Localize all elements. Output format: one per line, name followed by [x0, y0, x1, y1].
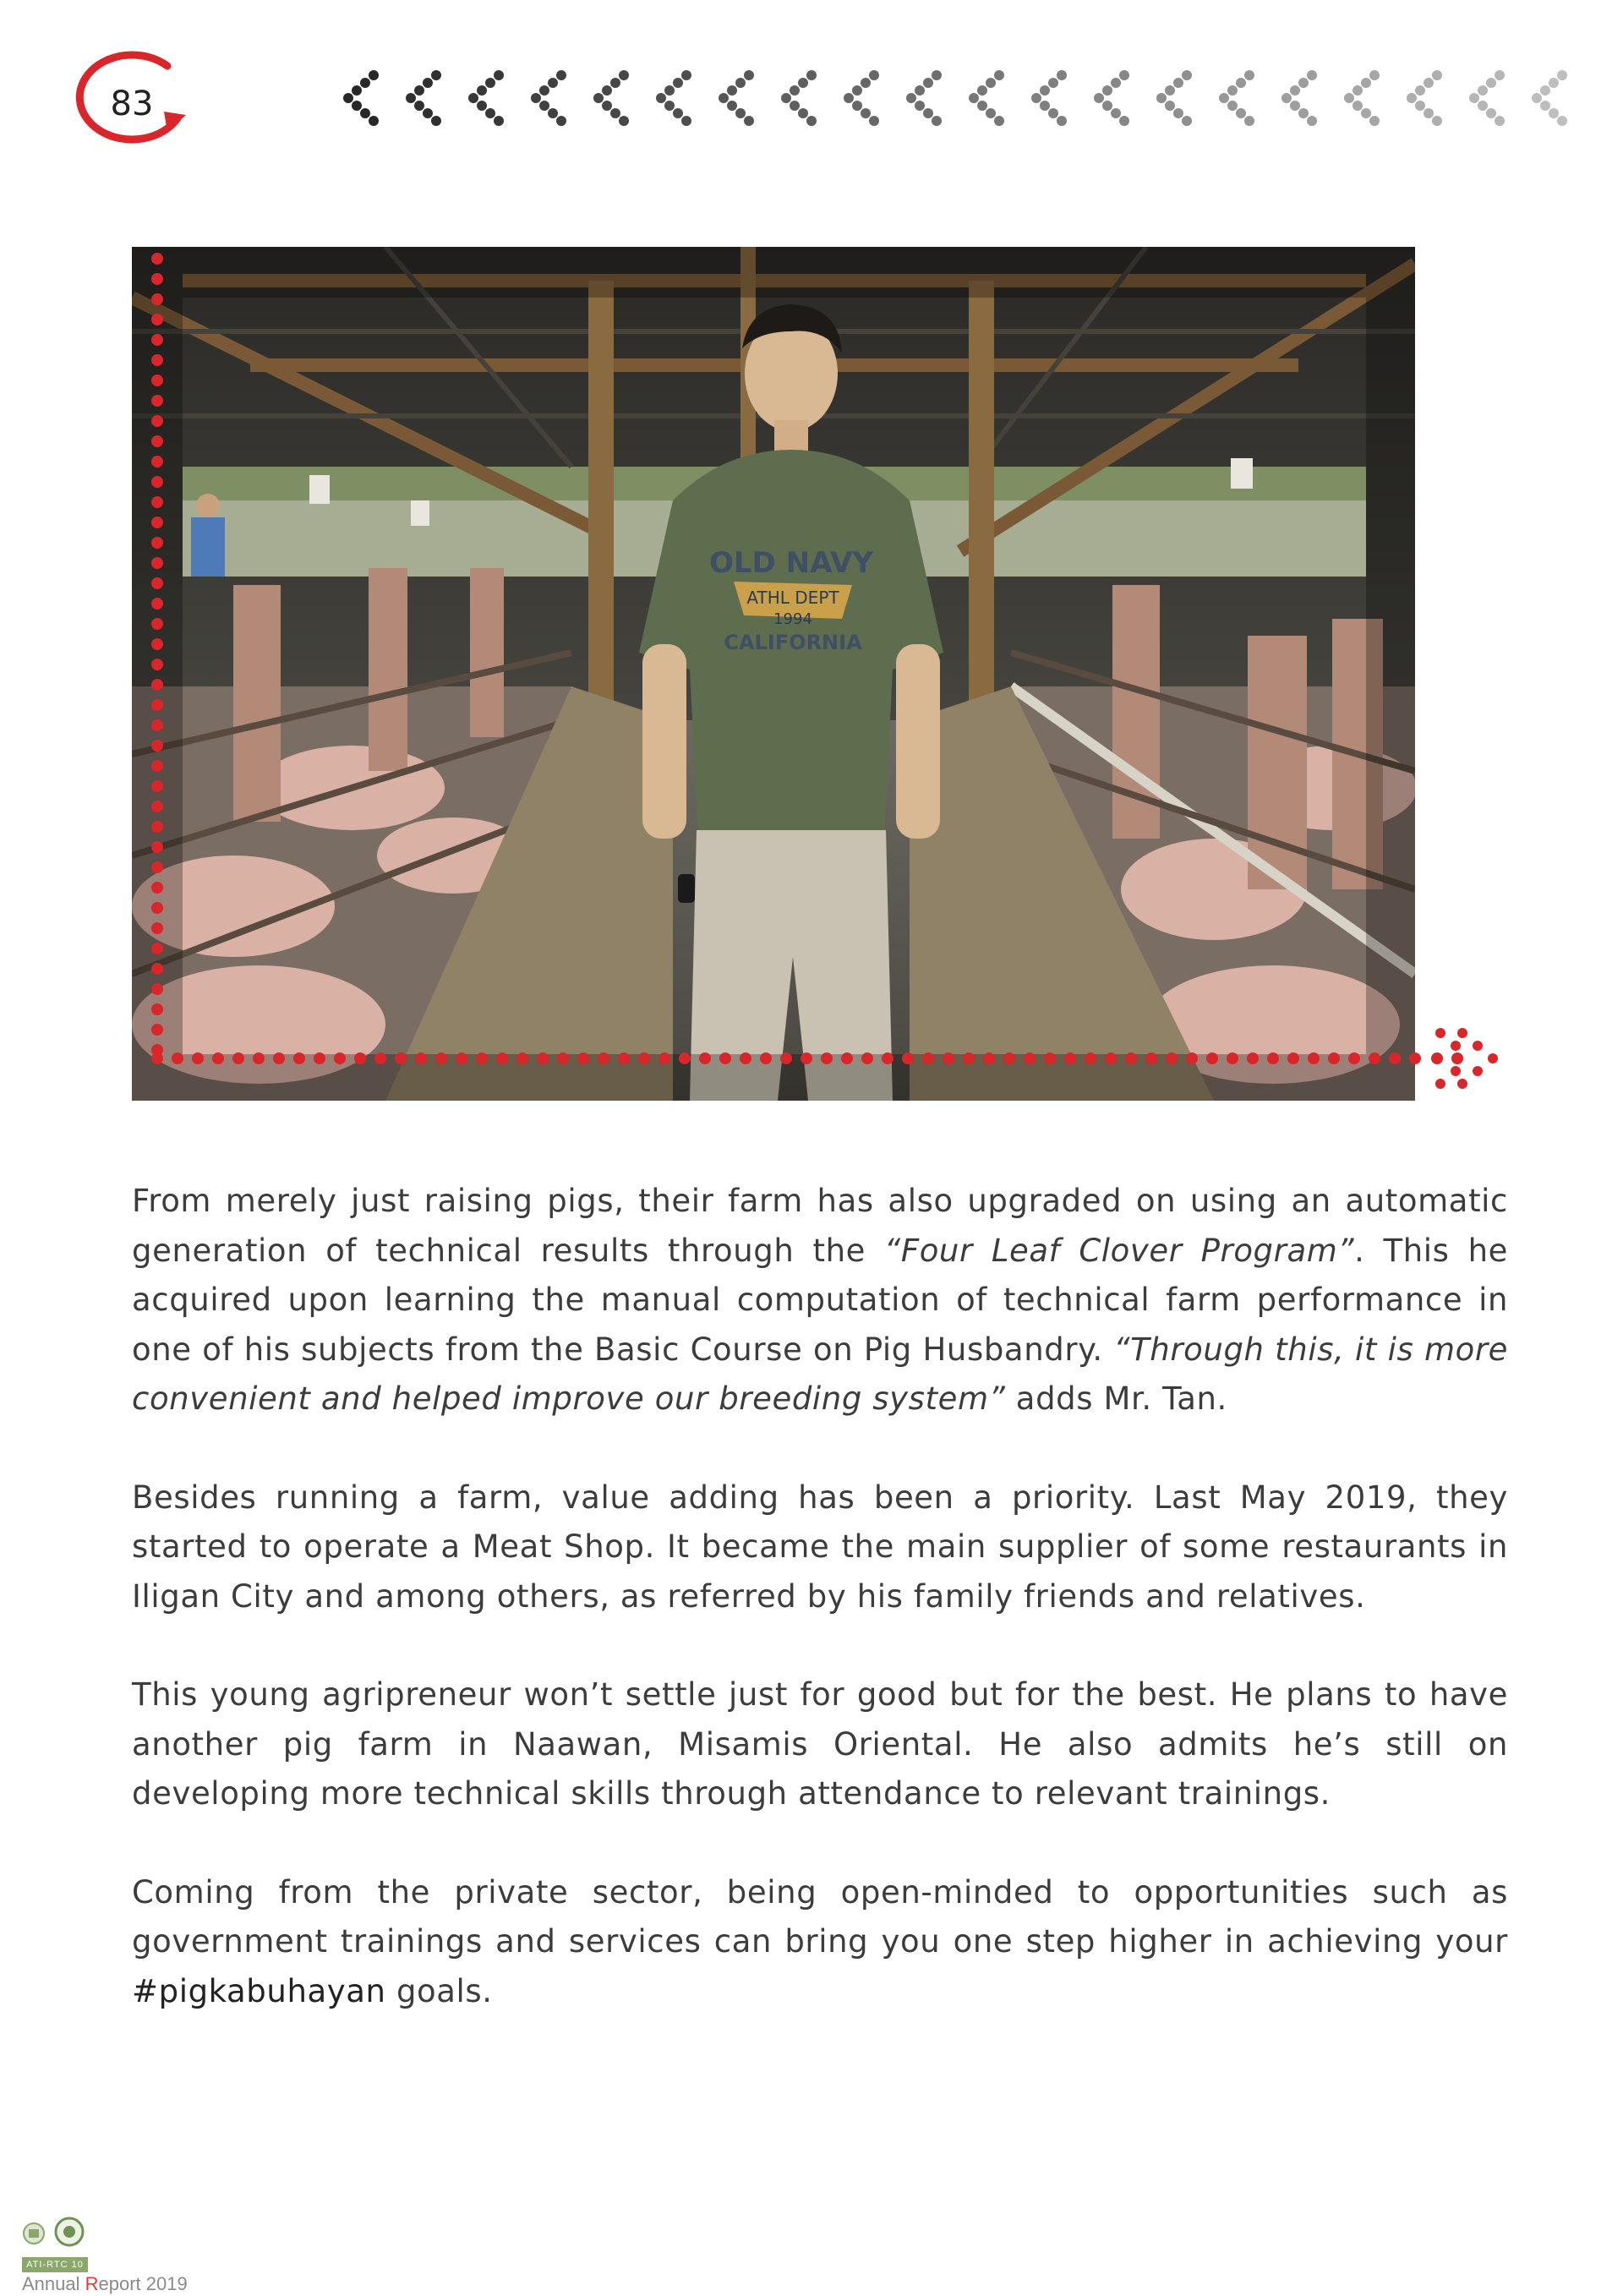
footer-annual-report: Annual Report 2019 [22, 2273, 188, 2294]
shirt-text-4: CALIFORNIA [724, 631, 862, 654]
footer-org-strip: ATI-RTC 10 [22, 2257, 88, 2272]
paragraph-4: Coming from the private sector, being open-minded to opportunities such as government trainings and services can bring you one step higher in achieving your #pigkabuhayan goals. [132, 1873, 1508, 2009]
paragraph-2: Besides running a farm, value adding has been a priority. Last May 2019, they started to operate a Meat Shop. It became the main supplier of some restaurants in Iligan City and among others, as referred by his family friends and relatives. [132, 1479, 1508, 1615]
shirt-text-3: 1994 [773, 610, 812, 628]
dotted-frame [132, 247, 1501, 1126]
paragraph-3: This young agripreneur won’t settle just for good but for the best. He plans to have another pig farm in Naawan, Misamis Oriental. He also admits he’s still on developing more technical skills through attendance to relevant trainings. [132, 1676, 1508, 1812]
quote: “Through this, it is more convenient and helped improve our breeding system” [132, 1331, 1509, 1417]
page-number-badge [59, 41, 203, 159]
chevron-decoration [338, 61, 1606, 137]
feature-photo-frame [132, 247, 1501, 1126]
shirt-text-2: ATHL DEPT [746, 588, 839, 608]
article-body [132, 1177, 1508, 2065]
page-number: 83 [110, 85, 154, 123]
shirt-text-1: OLD NAVY [708, 546, 874, 580]
hashtag: #pigkabuhayan [132, 1972, 386, 2009]
paragraph-1: From merely just raising pigs, their farm has also upgraded on using an automatic generation of technical results through the “Four Leaf Clover Program”. This he acquired upon learning the manual computation of technical farm performance in one of his subjects from the Basic Course on Pig Husbandry. “Through this, it is more convenient and helped improve our breeding system” adds Mr. Tan. [132, 1183, 1509, 1417]
program-name: “Four Leaf Clover Program” [884, 1232, 1355, 1269]
